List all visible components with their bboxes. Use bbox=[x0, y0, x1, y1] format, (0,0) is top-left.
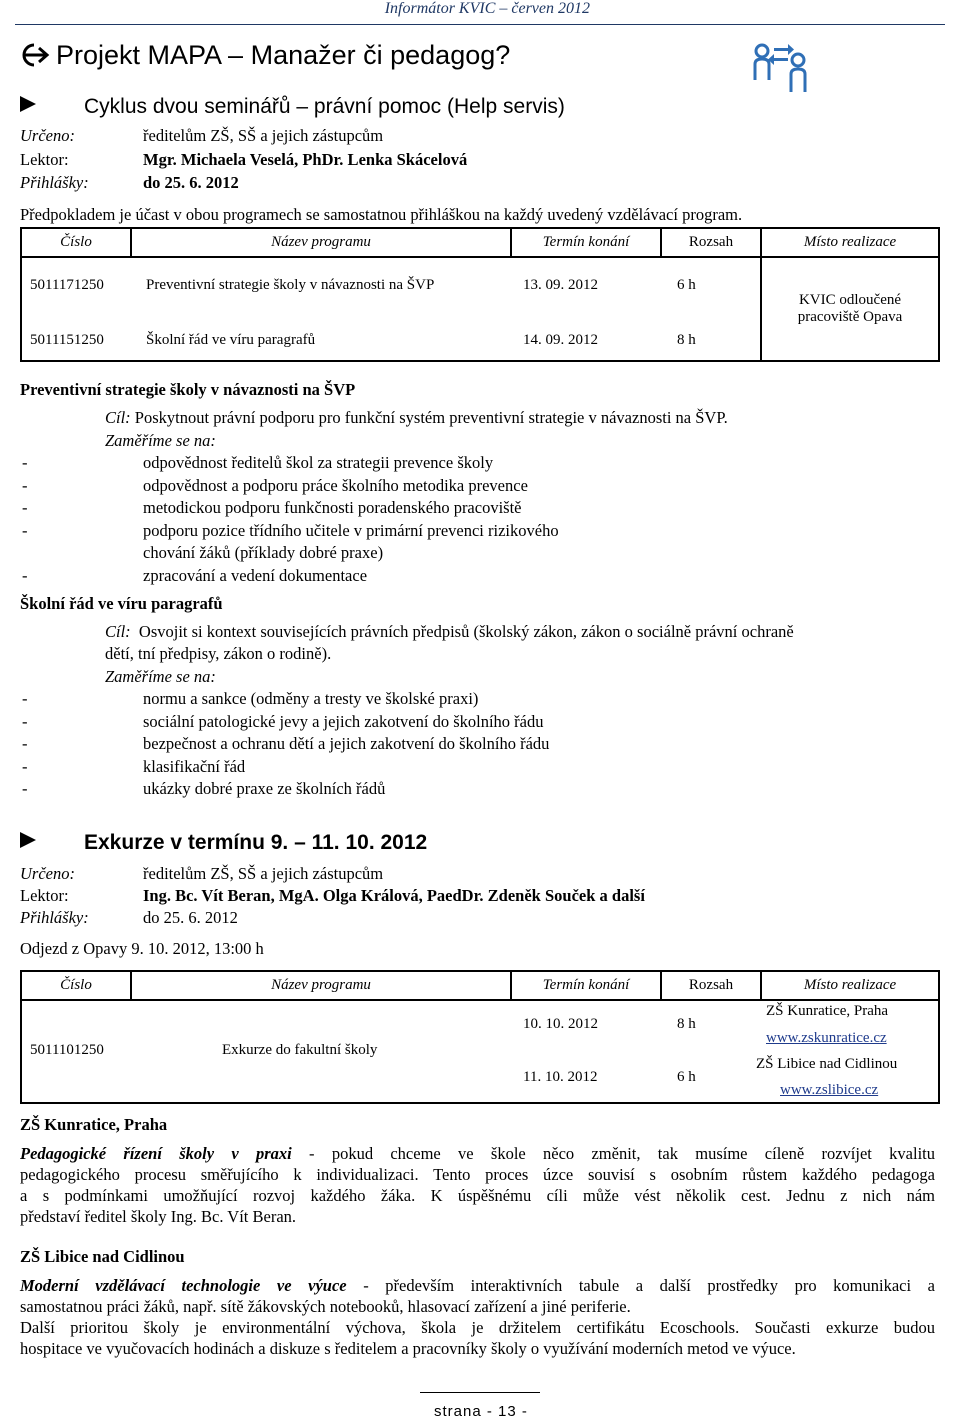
exc-prihlasky-label: Přihlášky: bbox=[20, 908, 89, 927]
page-title bbox=[20, 40, 510, 71]
people-exchange-icon bbox=[752, 42, 810, 99]
th-misto: Místo realizace bbox=[761, 971, 939, 1000]
th-termin: Termín konání bbox=[511, 971, 661, 1000]
th-termin: Termín konání bbox=[511, 228, 661, 257]
lektor-label: Lektor: bbox=[20, 150, 69, 169]
seminar-table-body bbox=[21, 257, 761, 361]
list-item: klasifikační řád bbox=[143, 757, 246, 776]
list-item: zpracování a vedení dokumentace bbox=[143, 566, 368, 585]
block2-heading: Školní řád ve víru paragrafů bbox=[20, 594, 223, 613]
urceno-label: Určeno: bbox=[20, 126, 75, 145]
dash: - bbox=[22, 712, 28, 731]
table-row-1-nazev: Preventivní strategie školy v návaznosti na ŠVP bbox=[146, 277, 435, 293]
block1-cil: Cíl: Poskytnout právní podporu pro funkční systém preventivní strategie v návaznosti na ŠVP. bbox=[105, 408, 728, 427]
block1-zamerime: Zaměříme se na: bbox=[105, 431, 216, 450]
exc-row-1-link[interactable]: www.zskunratice.cz bbox=[766, 1030, 887, 1046]
dash: - bbox=[22, 779, 28, 798]
exc-urceno-value: ředitelům ZŠ, SŠ a jejich zástupcům bbox=[143, 864, 384, 883]
seminar-misto: KVIC odloučené pracoviště Opava bbox=[761, 257, 939, 361]
exc-row-1-termin: 10. 10. 2012 bbox=[523, 1016, 598, 1032]
table-row-2-rozsah: 8 h bbox=[677, 332, 696, 348]
block2-zamerime: Zaměříme se na: bbox=[105, 667, 216, 686]
seminar-note: Předpokladem je účast v obou programech se samostatnou přihláškou na každý uvedený vzdělávací program. bbox=[20, 205, 743, 224]
exc-prihlasky-value: do 25. 6. 2012 bbox=[143, 908, 238, 927]
exc-row-2-termin: 11. 10. 2012 bbox=[523, 1069, 598, 1085]
exc-row-2-rozsah: 6 h bbox=[677, 1069, 696, 1085]
th-misto: Místo realizace bbox=[761, 228, 939, 257]
th-nazev: Název programu bbox=[131, 971, 511, 1000]
block2-cil: Cíl: Osvojit si kontext souvisejících právních předpisů (školský zákon, zákon o sociálně právní ochraně bbox=[105, 622, 794, 641]
lektor-value: Mgr. Michaela Veselá, PhDr. Lenka Skácelová bbox=[143, 150, 468, 169]
list-item: sociální patologické jevy a jejich zakotvení do školního řádu bbox=[143, 712, 544, 731]
exc-odjezd: Odjezd z Opavy 9. 10. 2012, 13:00 h bbox=[20, 939, 264, 958]
dash: - bbox=[22, 757, 28, 776]
prihlasky-value: do 25. 6. 2012 bbox=[143, 173, 239, 192]
exc-row-2-link[interactable]: www.zslibice.cz bbox=[780, 1082, 879, 1098]
page-number: strana - 13 - bbox=[434, 1403, 528, 1420]
block2-cil-cont: dětí, tní předpisy, zákon o rodině). bbox=[105, 644, 332, 663]
urceno-value: ředitelům ZŠ, SŠ a jejich zástupcům bbox=[143, 126, 384, 145]
table-row-2-termin: 14. 09. 2012 bbox=[523, 332, 598, 348]
list-item: metodickou podporu funkčnosti poradenského pracoviště bbox=[143, 498, 522, 517]
table-row-1-cislo: 5011171250 bbox=[30, 277, 104, 293]
th-rozsah: Rozsah bbox=[661, 228, 761, 257]
page-header: Informátor KVIC – červen 2012 bbox=[384, 0, 590, 17]
exc-lektor-value: Ing. Bc. Vít Beran, MgA. Olga Králová, PaedDr. Zdeněk Souček a další bbox=[143, 886, 645, 905]
table-row-1-rozsah: 6 h bbox=[677, 277, 696, 293]
dash: - bbox=[22, 734, 28, 753]
dash: - bbox=[22, 566, 28, 585]
dash: - bbox=[22, 453, 28, 472]
exc-row-1-rozsah: 8 h bbox=[677, 1016, 696, 1032]
exc-lektor-label: Lektor: bbox=[20, 886, 69, 905]
exc-urceno-label: Určeno: bbox=[20, 864, 75, 883]
circled-arrow-icon bbox=[20, 42, 50, 68]
exc-cislo: 5011101250 bbox=[30, 1042, 104, 1058]
th-cislo: Číslo bbox=[21, 228, 131, 257]
table-row-1-termin: 13. 09. 2012 bbox=[523, 277, 598, 293]
list-item: bezpečnost a ochranu dětí a jejich zakotvení do školního řádu bbox=[143, 734, 550, 753]
header-divider bbox=[15, 24, 945, 25]
page-title-text: Projekt MAPA – Manažer či pedagog? bbox=[56, 40, 511, 70]
kunratice-paragraph: Pedagogické řízení školy v praxi - pokud chceme ve škole něco změnit, tak musíme cíleně rozvíjet kvalitu pedagogického procesu směřujícího k individualizaci. Tento proces úzce souvisí s osobním růstem každého pedagoga a s podmínkami umožňující rozvoj každého žáka. K úspěšnému cíli může vést několik cest. Jednu z nich nám představí ředitel školy Ing. Bc. Vít Beran. bbox=[20, 1144, 935, 1226]
footer-divider bbox=[420, 1392, 540, 1393]
exc-row-1-misto: ZŠ Kunratice, Praha bbox=[766, 1003, 889, 1019]
dash: - bbox=[22, 689, 28, 708]
seminar-title: Cyklus dvou seminářů – právní pomoc (Help servis) bbox=[20, 95, 565, 119]
th-nazev: Název programu bbox=[131, 228, 511, 257]
list-item-continuation: chování žáků (příklady dobré praxe) bbox=[143, 543, 384, 562]
th-cislo: Číslo bbox=[21, 971, 131, 1000]
dash: - bbox=[22, 521, 28, 540]
list-item: ukázky dobré praxe ze školních řádů bbox=[143, 779, 386, 798]
block1-heading: Preventivní strategie školy v návaznosti na ŠVP bbox=[20, 380, 356, 399]
dash: - bbox=[22, 476, 28, 495]
list-item: odpovědnost ředitelů škol za strategii prevence školy bbox=[143, 453, 494, 472]
pointer-arrow-icon bbox=[20, 96, 36, 112]
exc-nazev: Exkurze do fakultní školy bbox=[222, 1042, 378, 1058]
libice-heading: ZŠ Libice nad Cidlinou bbox=[20, 1247, 185, 1266]
kunratice-heading: ZŠ Kunratice, Praha bbox=[20, 1115, 168, 1134]
table-row-2-nazev: Školní řád ve víru paragrafů bbox=[146, 332, 316, 348]
exc-row-2-misto: ZŠ Libice nad Cidlinou bbox=[756, 1056, 898, 1072]
list-item: odpovědnost a podporu práce školního metodika prevence bbox=[143, 476, 528, 495]
prihlasky-label: Přihlášky: bbox=[20, 173, 89, 192]
table-row-2-cislo: 5011151250 bbox=[30, 332, 104, 348]
pointer-arrow-icon bbox=[20, 832, 36, 848]
libice-paragraph: Moderní vzdělávací technologie ve výuce - především interaktivních tabule a další prostředky pro komunikaci a samostatnou práci žáků, např. sítě žákovských notebooků, hlasovací zařízení a jiné periferie. Další prioritou školy je environmentální výchova, škola je držitelem certifikátu Ecoschools. Současti exkurze budou hospitace ve vyučovacích hodinách a diskuze s ředitelem a pracovníky školy o využívání moderních metod ve výuce. bbox=[20, 1276, 935, 1358]
list-item: normu a sankce (odměny a tresty ve školské praxi) bbox=[143, 689, 479, 708]
th-rozsah: Rozsah bbox=[661, 971, 761, 1000]
excursion-title: Exkurze v termínu 9. – 11. 10. 2012 bbox=[20, 831, 427, 855]
list-item: podporu pozice třídního učitele v primární prevenci rizikového bbox=[143, 521, 559, 540]
dash: - bbox=[22, 498, 28, 517]
